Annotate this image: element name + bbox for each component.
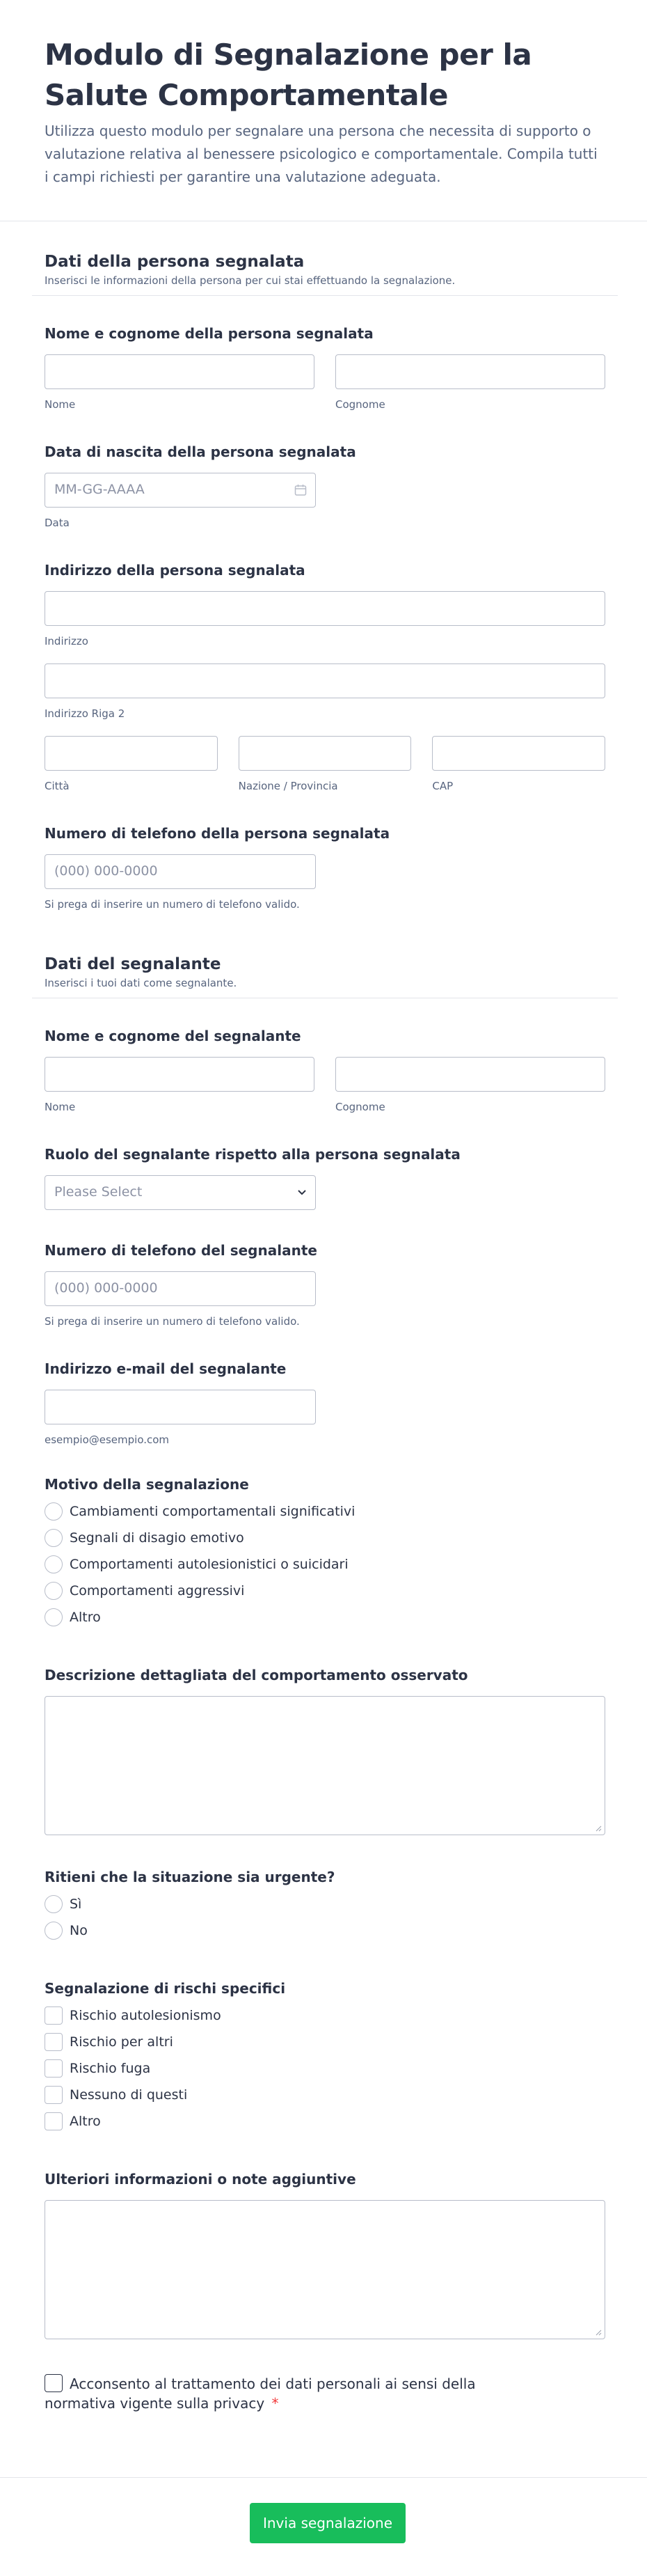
reporter-first-name-input[interactable] [45,1057,314,1092]
urgent-options [45,1891,605,1944]
option-label: Comportamenti autolesionistici o suicidari [70,1557,349,1572]
section-subtitle: Inserisci le informazioni della persona per cui stai effettuando la segnalazione. [45,274,456,287]
dob-sublabel: Data [45,517,70,529]
field-label: Ruolo del segnalante rispetto alla persona segnalata [45,1146,461,1163]
form-footer [0,2477,647,2576]
option-label: Cambiamenti comportamentali significativi [70,1504,356,1519]
field-urgent [32,1867,618,1944]
first-name-sublabel: Nome [45,398,76,411]
address-line2-input[interactable] [45,663,605,698]
chevron-down-icon [297,1189,307,1196]
field-label: Data di nascita della persona segnalata [45,443,356,460]
reason-option[interactable] [45,1551,605,1578]
field-description [32,1665,618,1835]
risk-options [45,2002,605,2135]
phone-sublabel: Si prega di inserire un numero di telefono valido. [45,1315,300,1328]
reason-option[interactable] [45,1604,605,1631]
radio-button[interactable] [45,1895,63,1913]
required-asterisk: * [271,2395,279,2412]
field-label: Indirizzo e-mail del segnalante [45,1360,287,1377]
risk-option[interactable] [45,2082,605,2108]
radio-button[interactable] [45,1922,63,1940]
email-sublabel: esempio@esempio.com [45,1434,170,1446]
consent-label: Acconsento al trattamento dei dati personali ai sensi della normativa vigente sulla privacy [45,2375,476,2412]
option-label: Altro [70,2114,101,2129]
form-title: Modulo di Segnalazione per la Salute Comportamentale [45,38,532,112]
phone-placeholder: (000) 000-0000 [54,863,158,879]
field-role [32,1145,618,1210]
field-dob [32,442,618,530]
risk-option[interactable] [45,2055,605,2082]
reason-option[interactable] [45,1578,605,1604]
zip-sublabel: CAP [432,780,454,792]
field-label: Ulteriori informazioni o note aggiuntive [45,2171,356,2188]
radio-button[interactable] [45,1582,63,1600]
form-header [0,0,647,221]
field-address [32,560,618,793]
field-email [32,1359,618,1447]
field-label: Nome e cognome della persona segnalata [45,325,374,342]
section-title: Dati del segnalante [45,955,221,973]
field-phone-segnalante [32,1241,618,1328]
zip-input[interactable] [432,736,605,771]
phone-placeholder: (000) 000-0000 [54,1280,158,1296]
urgent-option[interactable] [45,1917,605,1944]
option-label: Rischio per altri [70,2034,173,2050]
calendar-icon[interactable] [294,484,307,496]
option-label: Comportamenti aggressivi [70,1583,245,1599]
section-subtitle: Inserisci i tuoi dati come segnalante. [45,977,237,989]
checkbox[interactable] [45,2006,63,2025]
checkbox[interactable] [45,2059,63,2078]
field-label: Indirizzo della persona segnalata [45,562,305,579]
field-phone-segnalato [32,824,618,911]
phone-input[interactable] [45,854,316,889]
field-consent [32,2374,618,2413]
resize-handle-icon[interactable] [595,1825,602,1832]
city-sublabel: Città [45,780,70,792]
role-select[interactable] [45,1175,316,1210]
option-label: No [70,1923,88,1938]
address-line1-sublabel: Indirizzo [45,635,88,647]
dob-placeholder: MM-GG-AAAA [54,482,145,497]
reporter-phone-input[interactable] [45,1271,316,1306]
field-label: Descrizione dettagliata del comportamento osservato [45,1667,468,1683]
submit-button[interactable]: Invia segnalazione [250,2503,406,2543]
field-label: Segnalazione di rischi specifici [45,1980,286,1997]
field-label: Motivo della segnalazione [45,1476,249,1493]
description-textarea[interactable] [45,1696,605,1835]
address-line2-sublabel: Indirizzo Riga 2 [45,707,125,720]
option-label: Altro [70,1610,101,1625]
radio-button[interactable] [45,1502,63,1521]
form-subtitle: Utilizza questo modulo per segnalare una persona che necessita di supporto o valutazione relativa al benessere psicologico e comportamentale. Compila tutti i campi richiesti per garantire una valutazione adeguata. [45,123,598,185]
section-title: Dati della persona segnalata [45,253,305,271]
section-header [32,221,618,296]
checkbox[interactable] [45,2033,63,2051]
state-sublabel: Nazione / Provincia [238,780,338,792]
checkbox[interactable] [45,2086,63,2104]
state-input[interactable] [239,736,412,771]
field-risks [32,1979,618,2135]
role-select-placeholder: Please Select [54,1184,143,1200]
phone-sublabel: Si prega di inserire un numero di telefono valido. [45,898,300,911]
field-label: Nome e cognome del segnalante [45,1028,301,1044]
first-name-sublabel: Nome [45,1101,76,1113]
risk-option[interactable] [45,2108,605,2135]
option-label: Rischio autolesionismo [70,2008,221,2023]
consent-label-wrap [45,2374,532,2413]
option-label: Segnali di disagio emotivo [70,1530,244,1546]
resize-handle-icon[interactable] [595,2329,602,2336]
risk-option[interactable] [45,2029,605,2055]
radio-button[interactable] [45,1555,63,1573]
reason-options [45,1498,605,1631]
urgent-option[interactable] [45,1891,605,1917]
last-name-sublabel: Cognome [335,1101,385,1113]
checkbox[interactable] [45,2112,63,2130]
reporter-last-name-input[interactable] [335,1057,605,1092]
city-input[interactable] [45,736,218,771]
last-name-sublabel: Cognome [335,398,385,411]
field-reason [32,1475,618,1631]
option-label: Rischio fuga [70,2061,151,2076]
field-name-segnalante [32,1026,618,1114]
field-notes [32,2169,618,2339]
field-label: Ritieni che la situazione sia urgente? [45,1869,335,1885]
field-name-segnalato [32,324,618,411]
field-label: Numero di telefono della persona segnalata [45,825,390,842]
section-header [32,911,618,998]
first-name-input[interactable] [45,354,314,389]
reason-option[interactable] [45,1498,605,1525]
radio-button[interactable] [45,1529,63,1547]
address-line1-input[interactable] [45,591,605,626]
option-label: Sì [70,1896,82,1912]
section-segnalante [0,911,647,2413]
dob-input[interactable] [45,473,316,508]
risk-option[interactable] [45,2002,605,2029]
radio-button[interactable] [45,1608,63,1626]
last-name-input[interactable] [335,354,605,389]
option-label: Nessuno di questi [70,2087,188,2103]
email-input[interactable] [45,1390,316,1424]
reason-option[interactable] [45,1525,605,1551]
consent-row[interactable] [45,2374,605,2413]
field-label: Numero di telefono del segnalante [45,1242,317,1259]
section-persona-segnalata [0,221,647,911]
notes-textarea[interactable] [45,2200,605,2339]
